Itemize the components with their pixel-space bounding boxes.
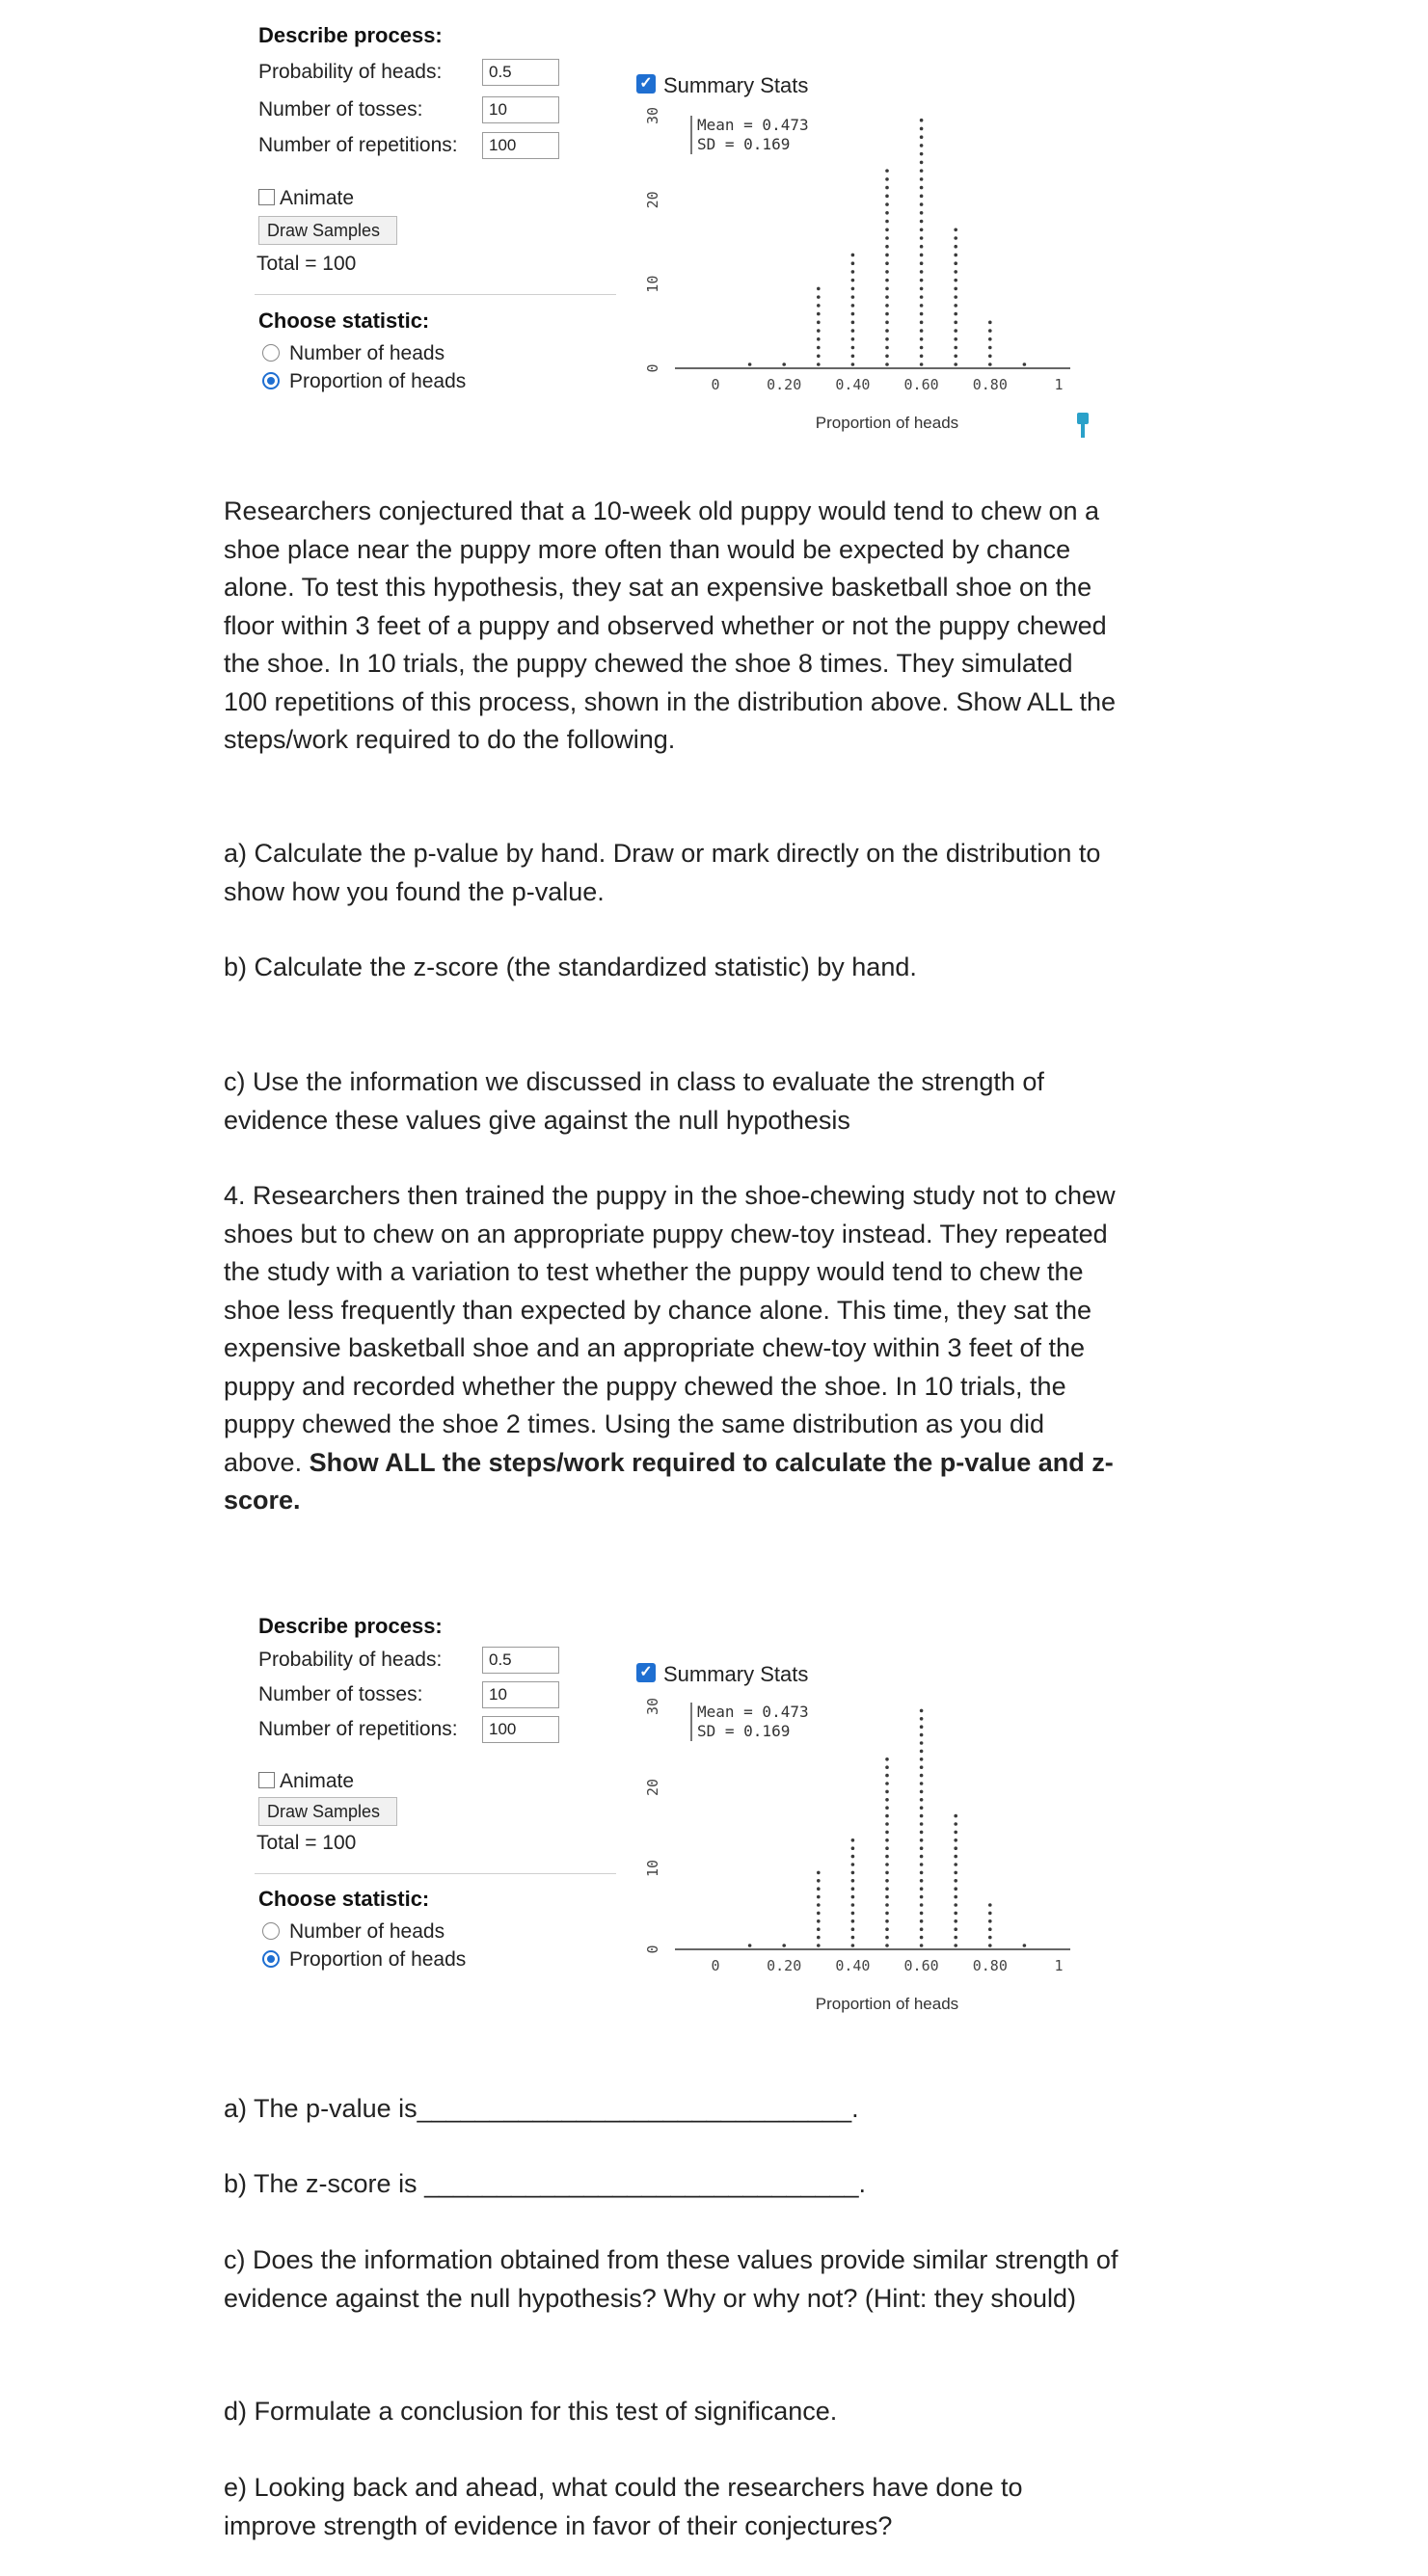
dot-point: [954, 1838, 957, 1842]
tosses-label: Number of tosses:: [258, 1683, 423, 1705]
x-tick-label: 0.20: [767, 1957, 802, 1974]
dot-point: [851, 287, 855, 291]
dot-point: [885, 1798, 889, 1802]
problem3-paragraph: Researchers conjectured that a 10-week old puppy would tend to chew on a shoe place near the puppy more often than would be expected by chance alone. To test this hypothesis, they sat an expensive basketball shoe on the floor within 3 feet of a puppy and observed whether or not the puppy chewed the shoe. In 10 trials, the puppy chewed the shoe 8 times. They simulated 100 repetitions of this process, shown in the distribution above. Show ALL the steps/work required to do the following.: [224, 496, 1117, 754]
dotplot-chart: [646, 96, 1090, 443]
dot-point: [920, 354, 924, 358]
dot-point: [817, 1903, 821, 1907]
dot-point: [885, 202, 889, 206]
dot-point: [851, 1927, 855, 1931]
dot-point: [920, 186, 924, 190]
dot-point: [954, 1936, 957, 1940]
number-of-heads-radio[interactable]: [262, 1922, 280, 1940]
applet-bottom: [0, 1591, 1428, 2044]
total-count: Total = 100: [256, 1832, 357, 1854]
proportion-of-heads-radio[interactable]: [262, 372, 280, 389]
dot-point: [851, 1863, 855, 1866]
dot-point: [885, 236, 889, 240]
number-of-heads-label: Number of heads: [289, 342, 445, 364]
dot-point: [954, 1814, 957, 1818]
problem4-question-a: a) The p-value is______________________________.: [224, 2094, 859, 2123]
dot-point: [954, 1887, 957, 1891]
dot-point: [817, 1879, 821, 1883]
dot-point: [920, 1855, 924, 1859]
dot-point: [851, 254, 855, 257]
x-tick-label: 0: [711, 1957, 720, 1974]
dot-point: [920, 295, 924, 299]
dot-point: [920, 1887, 924, 1891]
dot-point: [851, 1895, 855, 1899]
dot-point: [885, 312, 889, 316]
dot-point: [920, 127, 924, 131]
dot-point: [920, 211, 924, 215]
dot-point: [920, 1831, 924, 1835]
dot-point: [885, 1758, 889, 1761]
dot-point: [885, 245, 889, 249]
dot-point: [885, 220, 889, 224]
dot-point: [851, 1879, 855, 1883]
sd-value: SD = 0.169: [697, 135, 791, 153]
dot-point: [920, 287, 924, 291]
mean-value: Mean = 0.473: [697, 116, 809, 134]
dot-point: [817, 1912, 821, 1916]
dot-point: [885, 295, 889, 299]
animate-label: Animate: [280, 1770, 355, 1792]
dot-point: [885, 321, 889, 325]
problem4-paragraph-text: 4. Researchers then trained the puppy in the shoe-chewing study not to chew shoes but to chew on an appropriate puppy chew-toy instead. They repeated the study with a variation to test whether the puppy would tend to chew the shoe less frequently than expected by chance alone. This time, they sat the expensive basketball shoe and an appropriate chew-toy within 3 feet of the puppy and recorded whether the puppy chewed the shoe. In 10 trials, the puppy chewed the shoe 2 times. Using the same distribution as you did above.: [224, 1181, 1116, 1477]
dot-point: [851, 1887, 855, 1891]
dot-point: [920, 1741, 924, 1745]
draw-samples-button[interactable]: Draw Samples: [258, 216, 397, 245]
dot-point: [885, 195, 889, 199]
dot-point: [954, 1879, 957, 1883]
problem3-question-b: b) Calculate the z-score (the standardized statistic) by hand.: [224, 953, 917, 981]
dot-point: [920, 1725, 924, 1729]
dot-point: [920, 1903, 924, 1907]
proportion-of-heads-label: Proportion of heads: [289, 370, 467, 392]
dot-point: [817, 329, 821, 333]
dot-point: [817, 304, 821, 308]
dot-point: [851, 1846, 855, 1850]
x-axis-label: Proportion of heads: [815, 414, 959, 432]
dot-point: [851, 270, 855, 274]
dot-point: [988, 1944, 992, 1947]
dot-point: [885, 270, 889, 274]
probability-label: Probability of heads:: [258, 1649, 443, 1671]
dot-point: [817, 1927, 821, 1931]
x-tick-label: 1: [1054, 376, 1064, 393]
dot-point: [988, 329, 992, 333]
dot-point: [885, 1912, 889, 1916]
dot-point: [988, 321, 992, 325]
dot-point: [920, 1912, 924, 1916]
y-tick-label: 20: [644, 1778, 661, 1797]
dot-point: [817, 312, 821, 316]
summary-stats-label: Summary Stats: [663, 1662, 809, 1686]
dot-point: [817, 321, 821, 325]
x-axis-label: Proportion of heads: [815, 1995, 959, 2013]
dot-point: [920, 144, 924, 148]
repetitions-input[interactable]: [482, 1716, 559, 1743]
dot-point: [920, 261, 924, 265]
dot-point: [885, 1903, 889, 1907]
dot-point: [817, 346, 821, 350]
choose-statistic-heading: Choose statistic:: [258, 1887, 430, 1911]
y-tick-label: 30: [644, 1697, 661, 1716]
dot-point: [920, 1895, 924, 1899]
dot-point: [954, 1903, 957, 1907]
dot-point: [920, 1798, 924, 1802]
panel-divider: [255, 1873, 616, 1874]
dot-point: [920, 254, 924, 257]
dot-point: [851, 261, 855, 265]
dot-point: [920, 1750, 924, 1754]
dot-point: [885, 287, 889, 291]
dot-point: [920, 1814, 924, 1818]
dot-point: [817, 1887, 821, 1891]
dot-point: [817, 337, 821, 341]
dot-point: [920, 1709, 924, 1713]
x-tick-label: 0.80: [972, 376, 1008, 393]
bookmark-pin-icon[interactable]: [1077, 413, 1089, 440]
dot-point: [885, 1838, 889, 1842]
x-tick-label: 0.40: [835, 376, 871, 393]
dot-point: [988, 1936, 992, 1940]
repetitions-label: Number of repetitions:: [258, 134, 458, 156]
dot-point: [920, 1846, 924, 1850]
dot-point: [920, 1717, 924, 1721]
dot-point: [920, 161, 924, 165]
y-tick-label: 0: [644, 363, 661, 373]
dot-point: [954, 337, 957, 341]
y-tick-label: 20: [644, 191, 661, 209]
dot-point: [954, 362, 957, 366]
problem4-question-e: e) Looking back and ahead, what could the researchers have done to improve strength of evidence in favor of their conjectures?: [224, 2473, 1023, 2540]
dot-point: [954, 261, 957, 265]
dot-point: [988, 1903, 992, 1907]
dot-point: [782, 362, 786, 366]
dot-point: [920, 1879, 924, 1883]
dot-point: [954, 1871, 957, 1875]
dot-point: [954, 312, 957, 316]
dot-point: [885, 254, 889, 257]
dot-point: [954, 1863, 957, 1866]
dot-point: [920, 202, 924, 206]
dot-point: [885, 1790, 889, 1794]
dot-point: [885, 1895, 889, 1899]
dot-point: [954, 321, 957, 325]
dot-point: [954, 1822, 957, 1826]
applet-top: [0, 0, 1428, 453]
dot-point: [920, 1758, 924, 1761]
dot-point: [885, 346, 889, 350]
dot-point: [920, 270, 924, 274]
dot-point: [885, 1814, 889, 1818]
animate-checkbox[interactable]: [258, 189, 275, 205]
problem3-question-c: c) Use the information we discussed in class to evaluate the strength of evidence these values give against the null hypothesis: [224, 1067, 1044, 1135]
summary-stats-label: Summary Stats: [663, 73, 809, 97]
dot-point: [920, 362, 924, 366]
tosses-label: Number of tosses:: [258, 98, 423, 121]
x-tick-label: 0.60: [903, 376, 939, 393]
dot-point: [817, 295, 821, 299]
dot-point: [920, 1774, 924, 1778]
proportion-of-heads-label: Proportion of heads: [289, 1948, 467, 1971]
dot-point: [885, 1879, 889, 1883]
describe-process-heading: Describe process:: [258, 1614, 443, 1638]
dot-point: [920, 346, 924, 350]
dot-point: [885, 1936, 889, 1940]
dot-point: [817, 1871, 821, 1875]
dot-point: [954, 1919, 957, 1923]
dot-point: [954, 1895, 957, 1899]
dot-point: [782, 1944, 786, 1947]
dot-point: [851, 312, 855, 316]
dot-point: [988, 1919, 992, 1923]
dot-point: [885, 1871, 889, 1875]
dot-point: [885, 1863, 889, 1866]
y-tick-label: 10: [644, 1859, 661, 1878]
dot-point: [885, 337, 889, 341]
dot-point: [817, 362, 821, 366]
dot-point: [988, 337, 992, 341]
dot-point: [920, 1838, 924, 1842]
dot-point: [954, 254, 957, 257]
dot-point: [748, 1944, 752, 1947]
dot-point: [920, 1806, 924, 1810]
mean-value: Mean = 0.473: [697, 1703, 809, 1721]
animate-checkbox[interactable]: [258, 1772, 275, 1788]
dot-point: [885, 261, 889, 265]
dot-point: [954, 1846, 957, 1850]
dot-point: [920, 169, 924, 173]
dot-point: [920, 1936, 924, 1940]
dot-point: [920, 245, 924, 249]
dot-point: [885, 1774, 889, 1778]
dot-point: [851, 1919, 855, 1923]
choose-statistic-heading: Choose statistic:: [258, 309, 430, 333]
panel-divider: [255, 294, 616, 295]
dot-point: [920, 1927, 924, 1931]
dot-point: [920, 177, 924, 181]
dot-point: [1023, 362, 1027, 366]
describe-process-heading: Describe process:: [258, 23, 443, 47]
x-tick-label: 0.40: [835, 1957, 871, 1974]
dot-point: [954, 329, 957, 333]
dot-point: [885, 1831, 889, 1835]
dot-point: [988, 1912, 992, 1916]
problem4-question-c: c) Does the information obtained from these values provide similar strength of evidence against the null hypothesis? Why or why not? (Hint: they should): [224, 2245, 1118, 2313]
dot-point: [851, 1936, 855, 1940]
dot-point: [920, 135, 924, 139]
dot-point: [920, 1822, 924, 1826]
probability-input[interactable]: [482, 59, 559, 86]
dot-point: [885, 1855, 889, 1859]
number-of-heads-radio[interactable]: [262, 344, 280, 362]
dot-point: [920, 1733, 924, 1737]
dot-point: [988, 346, 992, 350]
dot-point: [920, 1871, 924, 1875]
dot-point: [885, 169, 889, 173]
number-of-heads-label: Number of heads: [289, 1920, 445, 1943]
problem4-paragraph: [224, 1177, 1120, 1520]
problem4-paragraph-bold: Show ALL the steps/work required to calculate the p-value and z-score.: [224, 1447, 1114, 1515]
dot-point: [851, 304, 855, 308]
dot-point: [885, 329, 889, 333]
dot-point: [885, 1765, 889, 1769]
dot-point: [954, 1927, 957, 1931]
dot-point: [920, 329, 924, 333]
dot-point: [954, 245, 957, 249]
x-tick-label: 0.80: [972, 1957, 1008, 1974]
dot-point: [954, 1912, 957, 1916]
dot-point: [817, 1895, 821, 1899]
dot-point: [920, 119, 924, 122]
dot-point: [988, 354, 992, 358]
dot-point: [851, 362, 855, 366]
dot-point: [851, 1944, 855, 1947]
dot-point: [954, 228, 957, 231]
dot-point: [748, 362, 752, 366]
dot-point: [920, 1790, 924, 1794]
dot-point: [885, 1806, 889, 1810]
dot-point: [851, 321, 855, 325]
dot-point: [954, 1855, 957, 1859]
tosses-input[interactable]: [482, 1681, 559, 1708]
tosses-input[interactable]: [482, 96, 559, 123]
dot-point: [954, 287, 957, 291]
dot-point: [920, 236, 924, 240]
dot-point: [851, 1912, 855, 1916]
repetitions-label: Number of repetitions:: [258, 1718, 458, 1740]
sd-value: SD = 0.169: [697, 1722, 791, 1740]
dot-point: [851, 1903, 855, 1907]
dot-point: [920, 1944, 924, 1947]
dot-point: [920, 304, 924, 308]
dot-point: [920, 1782, 924, 1785]
dot-point: [954, 1944, 957, 1947]
dot-point: [851, 295, 855, 299]
dot-point: [920, 228, 924, 231]
dot-point: [920, 337, 924, 341]
dot-point: [851, 337, 855, 341]
x-tick-label: 0.20: [767, 376, 802, 393]
dot-point: [885, 1927, 889, 1931]
dot-point: [920, 1919, 924, 1923]
problem4-question-d: d) Formulate a conclusion for this test of significance.: [224, 2397, 838, 2426]
dot-point: [988, 362, 992, 366]
dot-point: [954, 279, 957, 282]
dot-point: [817, 1936, 821, 1940]
summary-stats-checkbox[interactable]: ✓: [636, 1663, 656, 1682]
dot-point: [920, 279, 924, 282]
dot-point: [920, 312, 924, 316]
dot-point: [885, 177, 889, 181]
dot-point: [920, 1765, 924, 1769]
dot-point: [920, 1863, 924, 1866]
dot-point: [885, 211, 889, 215]
animate-label: Animate: [280, 187, 355, 209]
dot-point: [954, 236, 957, 240]
dot-point: [954, 1831, 957, 1835]
dotplot-chart: [646, 1687, 1090, 2025]
dot-point: [885, 1887, 889, 1891]
dot-point: [1023, 1944, 1027, 1947]
dot-point: [851, 1838, 855, 1842]
dot-point: [954, 346, 957, 350]
dot-point: [851, 279, 855, 282]
dot-point: [885, 362, 889, 366]
dot-point: [817, 1919, 821, 1923]
dot-point: [817, 287, 821, 291]
dot-point: [885, 1919, 889, 1923]
dot-point: [920, 195, 924, 199]
dot-point: [954, 295, 957, 299]
dot-point: [885, 1846, 889, 1850]
dot-point: [851, 354, 855, 358]
y-tick-label: 10: [644, 275, 661, 293]
dot-point: [885, 304, 889, 308]
x-tick-label: 0: [711, 376, 720, 393]
x-tick-label: 0.60: [903, 1957, 939, 1974]
repetitions-input[interactable]: [482, 132, 559, 159]
dot-point: [920, 152, 924, 156]
draw-samples-button[interactable]: Draw Samples: [258, 1797, 397, 1826]
dot-point: [920, 220, 924, 224]
dot-point: [851, 1855, 855, 1859]
dot-point: [851, 346, 855, 350]
dot-point: [817, 354, 821, 358]
dot-point: [988, 1927, 992, 1931]
dot-point: [885, 1782, 889, 1785]
y-tick-label: 0: [644, 1945, 661, 1954]
dot-point: [885, 279, 889, 282]
dot-point: [885, 186, 889, 190]
summary-stats-checkbox[interactable]: ✓: [636, 74, 656, 94]
dot-point: [817, 1944, 821, 1947]
problem3-question-a: a) Calculate the p-value by hand. Draw or mark directly on the distribution to show how you found the p-value.: [224, 839, 1101, 906]
dot-point: [851, 1871, 855, 1875]
dot-point: [954, 354, 957, 358]
dot-point: [954, 270, 957, 274]
y-tick-label: 30: [644, 106, 661, 125]
probability-label: Probability of heads:: [258, 61, 443, 83]
dot-point: [885, 354, 889, 358]
dot-point: [851, 329, 855, 333]
dot-point: [885, 1944, 889, 1947]
dot-point: [885, 1822, 889, 1826]
x-tick-label: 1: [1054, 1957, 1064, 1974]
proportion-of-heads-radio[interactable]: [262, 1950, 280, 1968]
total-count: Total = 100: [256, 253, 357, 275]
dot-point: [954, 304, 957, 308]
probability-input[interactable]: [482, 1647, 559, 1674]
dot-point: [885, 228, 889, 231]
problem4-question-b: b) The z-score is ______________________________.: [224, 2169, 867, 2198]
dot-point: [920, 321, 924, 325]
